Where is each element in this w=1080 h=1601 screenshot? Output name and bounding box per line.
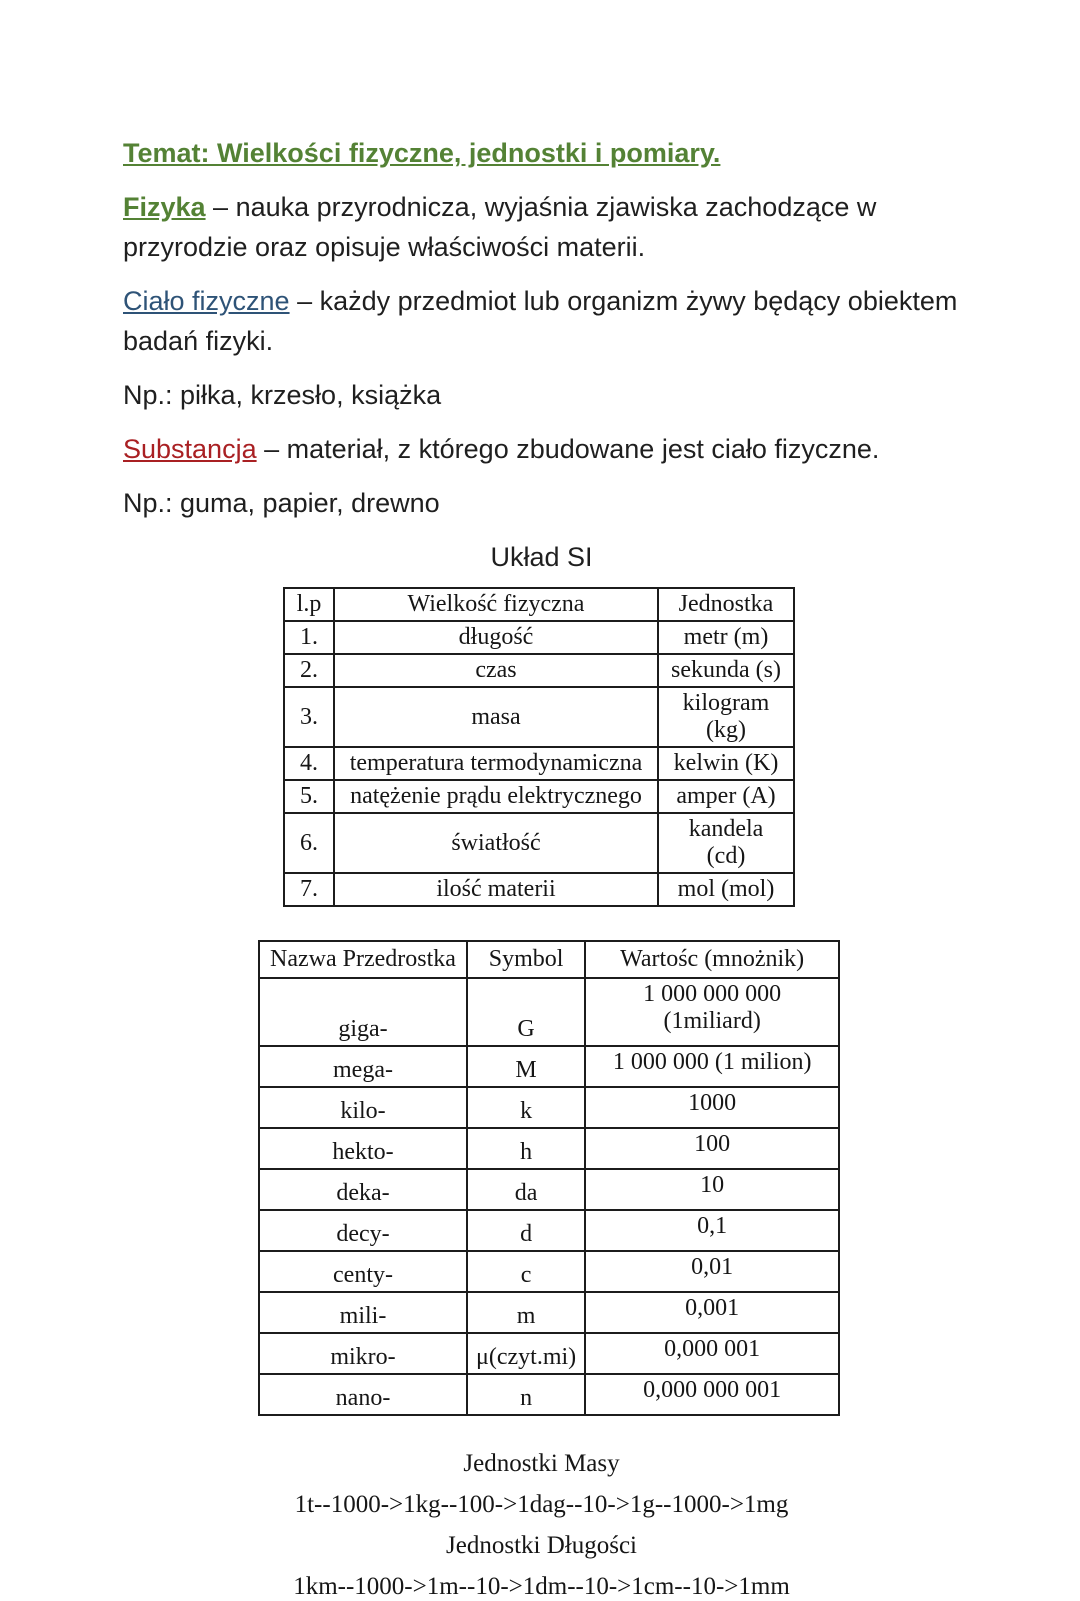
page-title: Temat: Wielkości fizyczne, jednostki i pomiary. bbox=[123, 138, 721, 168]
substancja-definition: – materiał, z którego zbudowane jest ciało fizyczne. bbox=[256, 434, 880, 464]
table-row bbox=[284, 621, 794, 654]
example-line-2: Np.: guma, papier, drewno bbox=[123, 488, 440, 518]
value-cell: 0,000 000 001 bbox=[585, 1374, 839, 1415]
column-header-lp: l.p bbox=[284, 588, 334, 621]
unit-cell: kandela (cd) bbox=[658, 813, 794, 873]
quantity-cell: temperatura termodynamiczna bbox=[334, 747, 658, 780]
column-header-symbol: Symbol bbox=[467, 941, 585, 978]
table-row bbox=[259, 1292, 839, 1333]
symbol-cell: k bbox=[467, 1087, 585, 1128]
paragraph-cialo-fizyczne bbox=[123, 281, 960, 361]
row-number-cell: 7. bbox=[284, 873, 334, 906]
value-cell: 1 000 000 (1 milion) bbox=[585, 1046, 839, 1087]
column-header-unit: Jednostka bbox=[658, 588, 794, 621]
column-header-quantity: Wielkość fizyczna bbox=[334, 588, 658, 621]
column-header-prefix-name: Nazwa Przedrostka bbox=[259, 941, 467, 978]
quantity-cell: natężenie prądu elektrycznego bbox=[334, 780, 658, 813]
si-table-caption: Układ SI bbox=[490, 542, 593, 572]
fizyka-definition: – nauka przyrodnicza, wyjaśnia zjawiska zachodzące w przyrodzie oraz opisuje właściwości materii. bbox=[123, 192, 877, 262]
value-cell: 100 bbox=[585, 1128, 839, 1169]
si-units-table bbox=[283, 587, 795, 907]
prefix-cell: mikro- bbox=[259, 1333, 467, 1374]
unit-cell: kelwin (K) bbox=[658, 747, 794, 780]
table-header-row bbox=[259, 941, 839, 978]
table-header-row bbox=[284, 588, 794, 621]
symbol-cell: μ(czyt.mi) bbox=[467, 1333, 585, 1374]
symbol-cell: d bbox=[467, 1210, 585, 1251]
table-row bbox=[259, 1210, 839, 1251]
row-number-cell: 2. bbox=[284, 654, 334, 687]
symbol-cell: n bbox=[467, 1374, 585, 1415]
unit-cell: mol (mol) bbox=[658, 873, 794, 906]
quantity-cell: długość bbox=[334, 621, 658, 654]
table-row bbox=[259, 1128, 839, 1169]
paragraph-fizyka bbox=[123, 187, 960, 267]
length-units-heading: Jednostki Długości bbox=[446, 1532, 637, 1559]
column-header-value: Wartośc (mnożnik) bbox=[585, 941, 839, 978]
prefix-cell: hekto- bbox=[259, 1128, 467, 1169]
table-row bbox=[284, 873, 794, 906]
table-row bbox=[259, 978, 839, 1046]
symbol-cell: m bbox=[467, 1292, 585, 1333]
value-cell: 0,1 bbox=[585, 1210, 839, 1251]
prefix-cell: nano- bbox=[259, 1374, 467, 1415]
table-row bbox=[284, 780, 794, 813]
quantity-cell: ilość materii bbox=[334, 873, 658, 906]
value-cell: 1000 bbox=[585, 1087, 839, 1128]
prefix-cell: kilo- bbox=[259, 1087, 467, 1128]
table-row bbox=[284, 813, 794, 873]
table-row bbox=[284, 654, 794, 687]
mass-units-heading: Jednostki Masy bbox=[463, 1450, 620, 1477]
symbol-cell: c bbox=[467, 1251, 585, 1292]
row-number-cell: 1. bbox=[284, 621, 334, 654]
prefix-table bbox=[258, 940, 840, 1416]
prefix-cell: deka- bbox=[259, 1169, 467, 1210]
example-line-1: Np.: piłka, krzesło, książka bbox=[123, 380, 442, 410]
paragraph-substancja bbox=[123, 429, 960, 469]
term-substancja: Substancja bbox=[123, 434, 257, 464]
table-row bbox=[284, 747, 794, 780]
value-cell: 10 bbox=[585, 1169, 839, 1210]
length-units-chain: 1km--1000->1m--10->1dm--10->1cm--10->1mm bbox=[293, 1573, 790, 1600]
row-number-cell: 3. bbox=[284, 687, 334, 747]
value-cell: 0,001 bbox=[585, 1292, 839, 1333]
term-cialo-fizyczne: Ciało fizyczne bbox=[123, 286, 290, 316]
mass-units-chain: 1t--1000->1kg--100->1dag--10->1g--1000->1mg bbox=[294, 1491, 789, 1518]
quantity-cell: masa bbox=[334, 687, 658, 747]
row-number-cell: 4. bbox=[284, 747, 334, 780]
symbol-cell: M bbox=[467, 1046, 585, 1087]
quantity-cell: czas bbox=[334, 654, 658, 687]
row-number-cell: 6. bbox=[284, 813, 334, 873]
value-cell: 0,01 bbox=[585, 1251, 839, 1292]
symbol-cell: G bbox=[467, 978, 585, 1046]
cialo-definition: – każdy przedmiot lub organizm żywy będący obiektem badań fizyki. bbox=[123, 286, 958, 356]
row-number-cell: 5. bbox=[284, 780, 334, 813]
prefix-cell: mega- bbox=[259, 1046, 467, 1087]
table-row bbox=[284, 687, 794, 747]
quantity-cell: światłość bbox=[334, 813, 658, 873]
table-row bbox=[259, 1169, 839, 1210]
prefix-cell: mili- bbox=[259, 1292, 467, 1333]
table-row bbox=[259, 1087, 839, 1128]
prefix-cell: giga- bbox=[259, 978, 467, 1046]
unit-cell: sekunda (s) bbox=[658, 654, 794, 687]
prefix-cell: decy- bbox=[259, 1210, 467, 1251]
unit-cell: metr (m) bbox=[658, 621, 794, 654]
table-row bbox=[259, 1046, 839, 1087]
units-footer bbox=[123, 1450, 960, 1601]
symbol-cell: h bbox=[467, 1128, 585, 1169]
value-cell: 1 000 000 000 (1miliard) bbox=[585, 978, 839, 1046]
table-row bbox=[259, 1251, 839, 1292]
prefix-cell: centy- bbox=[259, 1251, 467, 1292]
value-cell: 0,000 001 bbox=[585, 1333, 839, 1374]
table-row bbox=[259, 1333, 839, 1374]
unit-cell: amper (A) bbox=[658, 780, 794, 813]
table-row bbox=[259, 1374, 839, 1415]
unit-cell: kilogram (kg) bbox=[658, 687, 794, 747]
symbol-cell: da bbox=[467, 1169, 585, 1210]
term-fizyka: Fizyka bbox=[123, 192, 206, 222]
